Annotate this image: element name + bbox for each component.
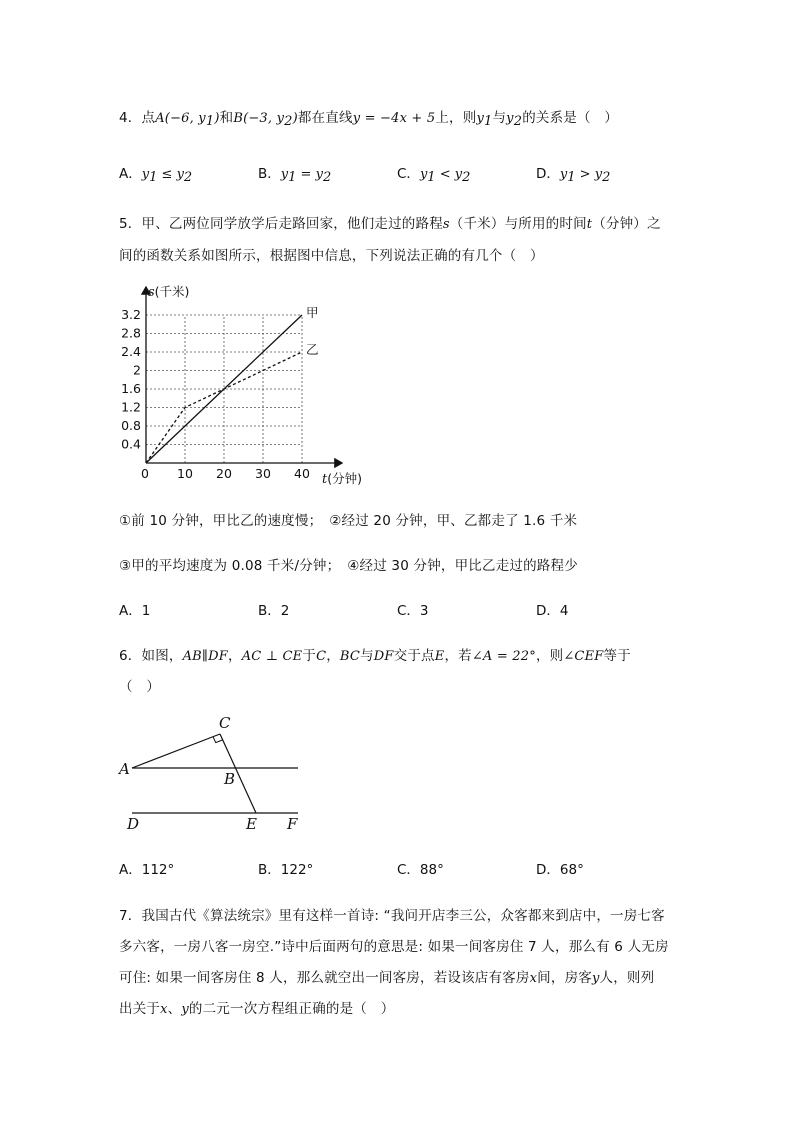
text: 5．甲、乙两位同学放学后走路回家，他们走过的路程 xyxy=(119,216,443,232)
q6-paren xyxy=(119,675,160,695)
sub: 2 xyxy=(322,170,332,185)
y-tick-labels xyxy=(121,307,141,452)
q6-option-c[interactable]: C．88° xyxy=(397,862,444,878)
q5-statement-1-2 xyxy=(119,509,577,529)
sub: 2 xyxy=(284,114,293,129)
option-label: C． xyxy=(397,166,420,182)
text: 7．我国古代《算法统宗》里有这样一首诗: “我问开店李三公，众客都来到店中，一房七客 xyxy=(119,908,665,924)
text: 等于 xyxy=(603,648,631,664)
relation: < xyxy=(435,167,455,182)
var-y: y xyxy=(591,971,600,986)
text: 的二元一次方程组正确的是（ ） xyxy=(188,1001,395,1017)
q5-statement-3-4 xyxy=(119,554,578,574)
x-tick-label: 40 xyxy=(294,466,310,481)
var: y xyxy=(594,167,603,182)
segment-ac xyxy=(132,734,220,768)
q5-stem-line2 xyxy=(119,244,544,264)
y-axis-label: s(千米) xyxy=(148,284,190,300)
text: 6．如图， xyxy=(119,648,183,664)
text: 交于点 xyxy=(393,648,435,664)
y-tick-label: 1.6 xyxy=(121,381,141,396)
label-d: D xyxy=(127,815,140,833)
chart-series xyxy=(146,305,319,463)
sub: 2 xyxy=(602,170,611,185)
var: y xyxy=(141,167,150,182)
math: AC ⊥ CE xyxy=(241,649,303,664)
q5-chart xyxy=(118,282,362,492)
y-tick-label: 0.4 xyxy=(121,436,141,452)
q4-option-d[interactable] xyxy=(536,162,610,185)
sub: 2 xyxy=(513,114,523,129)
text: 人，则列 xyxy=(599,970,655,986)
text: 的关系是（ ） xyxy=(522,110,619,126)
text: ， xyxy=(326,648,340,664)
label-a: A xyxy=(119,760,130,778)
var: y xyxy=(315,167,323,182)
text: 与 xyxy=(492,110,507,126)
q5-option-b[interactable]: B．2 xyxy=(258,603,290,619)
math: AB∥DF xyxy=(182,649,228,664)
q7-line3 xyxy=(119,966,654,986)
math: ∠CEF xyxy=(563,649,604,664)
var: y xyxy=(419,167,428,182)
var: y xyxy=(176,167,184,182)
q7-line1 xyxy=(119,904,665,924)
q4-option-a[interactable] xyxy=(119,162,192,185)
y1: y xyxy=(476,111,484,126)
var-y: y xyxy=(181,1002,189,1017)
relation: ≤ xyxy=(157,167,177,182)
x-tick-label: 10 xyxy=(177,466,193,481)
x-tick-labels xyxy=(141,466,310,481)
sub: 2 xyxy=(183,170,193,185)
q4-number: 4．点 xyxy=(119,110,156,126)
x-tick-label: 0 xyxy=(141,466,149,481)
sub: 1 xyxy=(288,170,297,185)
paren: ) xyxy=(214,111,220,126)
q7-line2 xyxy=(119,935,669,955)
q4-option-b[interactable] xyxy=(258,162,331,185)
text: 多六客，一房八客一房空.”诗中后面两句的意思是: 如果一间客房住 7 人，那么有 6 人无房 xyxy=(119,939,669,955)
point-a: A(−6, y xyxy=(155,111,206,126)
y-tick-label: 2.8 xyxy=(121,325,141,341)
y2: y xyxy=(506,111,514,126)
point-b: B(−3, y xyxy=(233,111,285,126)
q5-option-a[interactable]: A．1 xyxy=(119,603,151,619)
label-e: E xyxy=(246,815,257,833)
paren: ) xyxy=(292,111,298,126)
math: E xyxy=(434,649,445,664)
text: ， xyxy=(227,648,242,664)
x-axis-label: t(分钟) xyxy=(322,471,362,487)
text: 都在直线 xyxy=(297,110,353,126)
label-b: B xyxy=(224,770,236,788)
q6-stem xyxy=(119,644,631,664)
text: 间，房客 xyxy=(537,970,592,986)
q5-stem-line1 xyxy=(119,212,661,232)
var-t: t xyxy=(586,217,593,232)
option-label: B． xyxy=(258,166,281,182)
text: （分钟）之 xyxy=(592,216,661,232)
relation: = xyxy=(296,167,316,182)
var-s: s xyxy=(442,217,450,232)
text: 、 xyxy=(167,1001,182,1017)
var: y xyxy=(454,167,463,182)
q6-option-a[interactable]: A．112° xyxy=(119,862,175,878)
q6-option-d[interactable]: D．68° xyxy=(536,862,584,878)
sub: 1 xyxy=(149,170,158,185)
label-c: C xyxy=(219,714,231,732)
option-label: D． xyxy=(536,166,560,182)
sub: 1 xyxy=(483,114,493,129)
q6-option-b[interactable]: B．122° xyxy=(258,862,314,878)
label-f: F xyxy=(287,815,298,833)
sub: 1 xyxy=(205,114,215,129)
sub: 2 xyxy=(462,170,471,185)
q4-stem xyxy=(119,106,618,129)
text: 出关于 xyxy=(119,1001,161,1017)
text: ③甲的平均速度为 0.08 千米/分钟； ④经过 30 分钟，甲比乙走过的路程少 xyxy=(119,558,578,574)
q5-option-d[interactable]: D．4 xyxy=(536,603,569,619)
math: ∠A = 22° xyxy=(471,649,536,664)
text: ①前 10 分钟，甲比乙的速度慢； ②经过 20 分钟，甲、乙都走了 1.6 千米 xyxy=(119,513,578,529)
text: 与 xyxy=(360,648,374,664)
option-label: A． xyxy=(119,166,142,182)
text: ，若 xyxy=(444,648,472,664)
line-equation: y = −4x + 5 xyxy=(352,111,436,126)
var-x: x xyxy=(160,1002,168,1017)
y-tick-label: 2.4 xyxy=(121,344,141,359)
var: y xyxy=(559,167,568,182)
text: （ ） xyxy=(119,679,161,695)
q4-option-c[interactable] xyxy=(397,162,470,185)
relation: > xyxy=(575,167,595,182)
sub: 1 xyxy=(567,170,576,185)
word-and: 和 xyxy=(219,110,234,126)
math: DF xyxy=(373,649,394,664)
y-tick-label: 1.2 xyxy=(121,399,141,415)
x-tick-label: 20 xyxy=(216,466,232,481)
x-tick-label: 30 xyxy=(255,466,271,481)
series-label: 甲 xyxy=(306,305,319,320)
q5-option-c[interactable]: C．3 xyxy=(397,603,429,619)
text: 可住: 如果一间客房住 8 人，那么就空出一间客房，若设该店有客房 xyxy=(119,970,530,986)
q7-line4 xyxy=(119,997,394,1017)
text: 间的函数关系如图所示，根据图中信息，下列说法正确的有几个（ ） xyxy=(119,248,544,264)
var-x: x xyxy=(529,971,538,986)
text: 于 xyxy=(302,648,317,664)
y-tick-label: 0.8 xyxy=(121,418,141,433)
text: ，则 xyxy=(535,648,564,664)
text: 上，则 xyxy=(435,110,477,126)
y-tick-label: 3.2 xyxy=(121,307,141,322)
series-label: 乙 xyxy=(306,342,319,357)
sub: 1 xyxy=(427,170,436,185)
math: BC xyxy=(339,649,361,664)
var: y xyxy=(280,167,289,182)
text: （千米）与所用的时间 xyxy=(449,216,587,232)
y-tick-label: 2 xyxy=(133,362,141,378)
math: C xyxy=(316,649,327,664)
q6-figure xyxy=(115,712,315,837)
